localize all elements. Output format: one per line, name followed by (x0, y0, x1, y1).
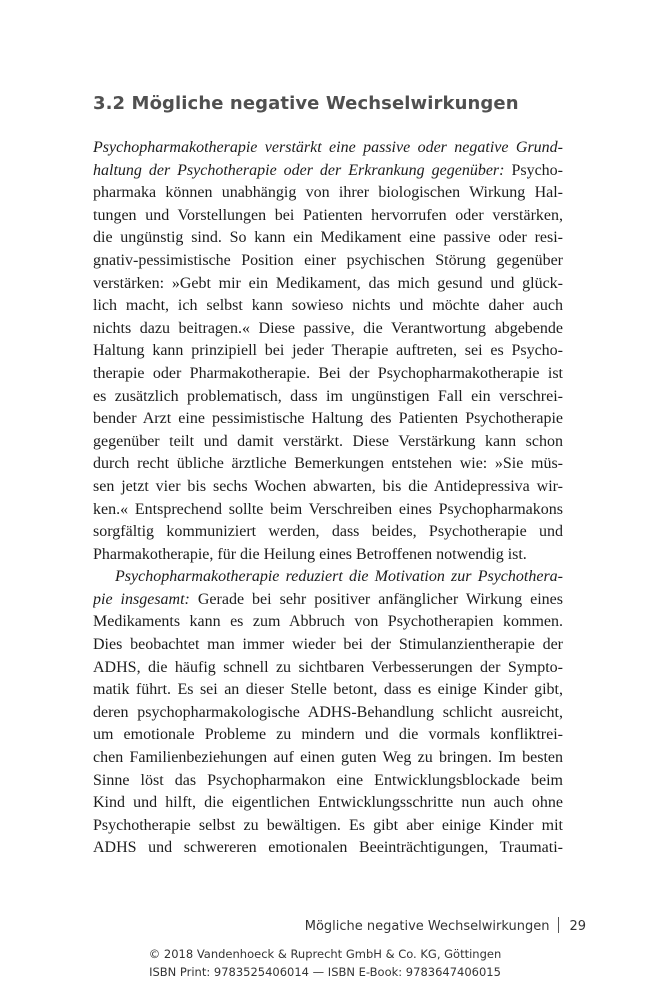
line-text: Dies beobachtet man immer wieder bei der Stimulanzientherapie der (93, 636, 563, 654)
line-text: die ungünstig sind. So kann ein Medikament eine passive oder resi- (93, 229, 563, 247)
text-line (93, 340, 563, 363)
line-text: deren psychopharmakologische ADHS-Behandlung schlicht ausreicht, (93, 703, 563, 721)
line-text: Haltung kann prinzipiell bei jeder Therapie auftreten, sei es Psycho- (93, 342, 563, 360)
line-text: tungen und Vorstellungen bei Patienten hervorrufen oder verstärken, (93, 206, 563, 224)
text-line (93, 770, 563, 793)
text-line (93, 589, 563, 612)
line-text: es zusätzlich problematisch, dass im ungünstigen Fall ein verschrei- (93, 387, 563, 405)
text-line (93, 476, 563, 499)
line-text: Kind und hilft, die eigentlichen Entwicklungsschritte nun auch ohne (93, 794, 563, 812)
line-text: Pharmakotherapie, für die Heilung eines Betroffenen notwendig ist. (93, 545, 527, 563)
text-line (93, 182, 563, 205)
line-text: verstärken: »Gebt mir ein Medikament, das mich gesund und glück- (93, 274, 563, 292)
line-text: sorgfältig kommuniziert werden, dass beides, Psychotherapie und (93, 523, 563, 541)
body-text (93, 137, 563, 860)
footer-separator (558, 917, 559, 933)
text-line (93, 815, 563, 838)
line-text: nichts dazu beitragen.« Diese passive, die Verantwortung abgebende (93, 319, 563, 337)
line-text: pharmaka können unabhängig von ihrer biologischen Wirkung Hal- (93, 184, 563, 202)
text-line (93, 408, 563, 431)
text-line (93, 611, 563, 634)
text-line (93, 295, 563, 318)
running-title: Mögliche negative Wechselwirkungen (304, 919, 550, 934)
line-text: sen jetzt vier bis sechs Wochen abwarten, bis die Antidepressiva wir- (93, 477, 563, 495)
text-line (93, 747, 563, 770)
text-line (93, 724, 563, 747)
text-line (93, 386, 563, 409)
text-line (93, 137, 563, 160)
text-line (93, 499, 563, 522)
text-line (93, 634, 563, 657)
text-line (93, 160, 563, 183)
page-number: 29 (569, 919, 586, 934)
italic-lead: haltung der Psychotherapie oder der Erkrankung gegenüber: (93, 161, 505, 179)
line-text: ADHS und schwereren emotionalen Beeinträchtigungen, Traumati- (93, 839, 563, 857)
line-text: Gerade bei sehr positiver anfänglicher Wirkung eines (189, 590, 563, 608)
running-footer (305, 917, 586, 934)
italic-lead: Psychopharmakotherapie reduziert die Motivation zur Psychothera- (115, 568, 563, 586)
text-line (93, 431, 563, 454)
line-text: therapie oder Pharmakotherapie. Bei der Psychopharmakotherapie ist (93, 364, 563, 382)
line-text: Psychotherapie selbst zu bewältigen. Es gibt aber einige Kinder mit (93, 816, 563, 834)
line-text: ken.« Entsprechend sollte beim Verschreiben eines Psychopharmakons (93, 500, 563, 518)
text-line (93, 363, 563, 386)
text-line (93, 205, 563, 228)
text-line (93, 679, 563, 702)
text-line (93, 702, 563, 725)
text-line (93, 273, 563, 296)
line-text: Medikaments kann es zum Abbruch von Psychotherapien kommen. (93, 613, 563, 631)
text-line (93, 837, 563, 860)
text-line (93, 227, 563, 250)
section-heading: 3.2 Mögliche negative Wechselwirkungen (93, 93, 519, 114)
line-text: ADHS, die häufig schnell zu sichtbaren Verbesserungen der Sympto- (93, 658, 563, 676)
line-text: gnativ-pessimistische Position einer psychischen Störung gegenüber (93, 251, 563, 269)
line-text: gegenüber teilt und damit verstärkt. Diese Verstärkung kann schon (93, 432, 563, 450)
text-line (93, 318, 563, 341)
italic-lead: pie insgesamt: (93, 590, 190, 608)
line-text: chen Familienbeziehungen auf einen guten Weg zu bringen. Im besten (93, 749, 563, 767)
text-line (93, 521, 563, 544)
text-line (93, 657, 563, 680)
line-text: durch recht übliche ärztliche Bemerkungen entstehen wie: »Sie müs- (93, 455, 563, 473)
line-text: matik führt. Es sei an dieser Stelle betont, dass es einige Kinder gibt, (93, 681, 563, 699)
isbn-notice: ISBN Print: 9783525406014 — ISBN E-Book: 9783647406015 (149, 965, 501, 979)
text-line (93, 250, 563, 273)
copyright-block (0, 945, 650, 981)
line-text: bender Arzt eine pessimistische Haltung des Patienten Psychotherapie (93, 410, 563, 428)
italic-lead: Psychopharmakotherapie verstärkt eine passive oder negative Grund- (93, 139, 563, 156)
text-line (93, 453, 563, 476)
text-line (93, 566, 563, 589)
line-text: um emotionale Probleme zu mindern und die vormals konfliktrei- (93, 726, 563, 744)
line-text: Sinne löst das Psychopharmakon eine Entwicklungsblockade beim (93, 771, 563, 789)
line-text: Psycho- (504, 161, 563, 179)
text-line (93, 792, 563, 815)
text-line (93, 544, 563, 567)
line-text: lich macht, ich selbst kann sowieso nichts und möchte daher auch (93, 297, 563, 315)
copyright-notice: © 2018 Vandenhoeck & Ruprecht GmbH & Co. KG, Göttingen (148, 947, 502, 961)
